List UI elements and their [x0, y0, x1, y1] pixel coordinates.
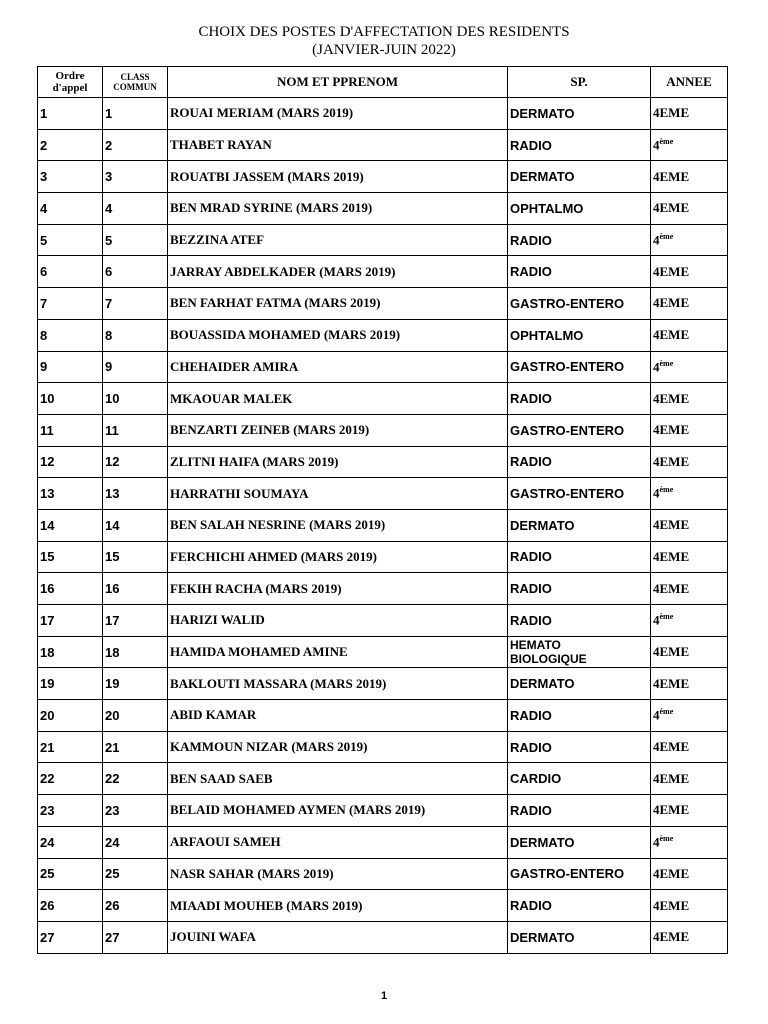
table-body — [38, 98, 728, 954]
header-class-line2: COMMUN — [113, 82, 157, 92]
ordre-cell: 2 — [38, 129, 103, 161]
table-row — [38, 319, 728, 351]
ordre-cell: 6 — [38, 256, 103, 288]
class-cell: 18 — [103, 636, 168, 668]
name-cell: ROUATBI JASSEM (MARS 2019) — [168, 161, 508, 193]
name-cell: BEN SAAD SAEB — [168, 763, 508, 795]
ordre-cell: 13 — [38, 478, 103, 510]
ordre-cell: 24 — [38, 826, 103, 858]
specialty-cell: OPHTALMO — [508, 319, 651, 351]
year-cell — [651, 605, 728, 637]
ordre-cell: 1 — [38, 98, 103, 130]
name-cell: BENZARTI ZEINEB (MARS 2019) — [168, 414, 508, 446]
year-value: 4 — [653, 707, 660, 723]
ordre-cell: 3 — [38, 161, 103, 193]
name-cell: FEKIH RACHA (MARS 2019) — [168, 573, 508, 605]
year-suffix: ème — [659, 231, 674, 241]
table-row — [38, 921, 728, 953]
class-cell: 21 — [103, 731, 168, 763]
year-cell: 4EME — [651, 858, 728, 890]
specialty-cell: RADIO — [508, 446, 651, 478]
year-suffix: ème — [659, 358, 674, 368]
class-cell: 9 — [103, 351, 168, 383]
table-row — [38, 890, 728, 922]
name-cell: HARRATHI SOUMAYA — [168, 478, 508, 510]
specialty-line-1: HEMATO — [510, 638, 561, 653]
name-cell: THABET RAYAN — [168, 129, 508, 161]
ordre-cell: 26 — [38, 890, 103, 922]
ordre-cell: 12 — [38, 446, 103, 478]
class-cell: 10 — [103, 383, 168, 415]
document-subtitle: (JANVIER-JUIN 2022) — [312, 42, 456, 58]
specialty-cell: DERMATO — [508, 921, 651, 953]
table-row — [38, 509, 728, 541]
table-row — [38, 478, 728, 510]
name-cell: BAKLOUTI MASSARA (MARS 2019) — [168, 668, 508, 700]
specialty-cell: RADIO — [508, 256, 651, 288]
table-row — [38, 383, 728, 415]
table-row — [38, 636, 728, 668]
page-number: 1 — [380, 990, 388, 1002]
table-row — [38, 700, 728, 732]
table-row — [38, 858, 728, 890]
ordre-cell: 19 — [38, 668, 103, 700]
table-row — [38, 763, 728, 795]
table-row — [38, 605, 728, 637]
table-row — [38, 98, 728, 130]
ordre-cell: 18 — [38, 636, 103, 668]
class-cell: 23 — [103, 795, 168, 827]
table-row — [38, 826, 728, 858]
year-cell — [651, 351, 728, 383]
year-cell: 4EME — [651, 414, 728, 446]
class-cell: 6 — [103, 256, 168, 288]
name-cell: BEN MRAD SYRINE (MARS 2019) — [168, 193, 508, 225]
year-cell: 4EME — [651, 98, 728, 130]
year-suffix: ème — [659, 833, 674, 843]
specialty-cell: RADIO — [508, 129, 651, 161]
class-cell: 16 — [103, 573, 168, 605]
name-cell: ABID KAMAR — [168, 700, 508, 732]
year-cell: 4EME — [651, 668, 728, 700]
name-cell: ZLITNI HAIFA (MARS 2019) — [168, 446, 508, 478]
ordre-cell: 8 — [38, 319, 103, 351]
specialty-cell: CARDIO — [508, 763, 651, 795]
table-row — [38, 193, 728, 225]
specialty-cell: RADIO — [508, 700, 651, 732]
year-cell: 4EME — [651, 509, 728, 541]
class-cell: 5 — [103, 224, 168, 256]
specialty-cell — [508, 636, 651, 668]
name-cell: KAMMOUN NIZAR (MARS 2019) — [168, 731, 508, 763]
year-value: 4 — [653, 612, 660, 628]
year-cell — [651, 478, 728, 510]
table-row — [38, 446, 728, 478]
class-cell: 20 — [103, 700, 168, 732]
year-value: 4 — [653, 485, 660, 501]
name-cell: CHEHAIDER AMIRA — [168, 351, 508, 383]
year-cell — [651, 700, 728, 732]
ordre-cell: 11 — [38, 414, 103, 446]
specialty-cell: DERMATO — [508, 509, 651, 541]
specialty-cell: RADIO — [508, 541, 651, 573]
class-cell: 15 — [103, 541, 168, 573]
ordre-cell: 7 — [38, 288, 103, 320]
specialty-cell: RADIO — [508, 795, 651, 827]
ordre-cell: 23 — [38, 795, 103, 827]
year-cell: 4EME — [651, 446, 728, 478]
year-cell: 4EME — [651, 763, 728, 795]
name-cell: NASR SAHAR (MARS 2019) — [168, 858, 508, 890]
class-cell: 17 — [103, 605, 168, 637]
specialty-cell: GASTRO-ENTERO — [508, 858, 651, 890]
year-cell — [651, 224, 728, 256]
specialty-cell: DERMATO — [508, 161, 651, 193]
name-cell: BEN SALAH NESRINE (MARS 2019) — [168, 509, 508, 541]
assignment-table — [37, 66, 728, 954]
year-cell: 4EME — [651, 795, 728, 827]
class-cell: 22 — [103, 763, 168, 795]
class-cell: 7 — [103, 288, 168, 320]
class-cell: 8 — [103, 319, 168, 351]
class-cell: 1 — [103, 98, 168, 130]
class-cell: 26 — [103, 890, 168, 922]
ordre-cell: 9 — [38, 351, 103, 383]
specialty-cell: RADIO — [508, 383, 651, 415]
specialty-cell: GASTRO-ENTERO — [508, 478, 651, 510]
year-cell: 4EME — [651, 731, 728, 763]
table-row — [38, 129, 728, 161]
name-cell: FERCHICHI AHMED (MARS 2019) — [168, 541, 508, 573]
name-cell: JARRAY ABDELKADER (MARS 2019) — [168, 256, 508, 288]
year-cell — [651, 129, 728, 161]
year-cell: 4EME — [651, 890, 728, 922]
ordre-cell: 22 — [38, 763, 103, 795]
specialty-cell: GASTRO-ENTERO — [508, 351, 651, 383]
document-title: CHOIX DES POSTES D'AFFECTATION DES RESIDENTS — [198, 24, 570, 40]
ordre-cell: 5 — [38, 224, 103, 256]
year-suffix: ème — [659, 485, 674, 495]
header-ordre-line1: Ordre — [55, 70, 85, 82]
year-value: 4 — [653, 834, 660, 850]
year-value: 4 — [653, 137, 660, 153]
year-cell — [651, 826, 728, 858]
header-ordre-line2: d'appel — [52, 82, 88, 94]
name-cell: ROUAI MERIAM (MARS 2019) — [168, 98, 508, 130]
class-cell: 24 — [103, 826, 168, 858]
ordre-cell: 14 — [38, 509, 103, 541]
ordre-cell: 10 — [38, 383, 103, 415]
year-cell: 4EME — [651, 636, 728, 668]
year-cell: 4EME — [651, 319, 728, 351]
specialty-cell: DERMATO — [508, 668, 651, 700]
year-suffix: ème — [659, 612, 674, 622]
table-row — [38, 668, 728, 700]
class-cell: 13 — [103, 478, 168, 510]
name-cell: ARFAOUI SAMEH — [168, 826, 508, 858]
table-row — [38, 731, 728, 763]
table-row — [38, 541, 728, 573]
year-cell: 4EME — [651, 541, 728, 573]
name-cell: BELAID MOHAMED AYMEN (MARS 2019) — [168, 795, 508, 827]
class-cell: 3 — [103, 161, 168, 193]
specialty-cell: RADIO — [508, 890, 651, 922]
year-cell: 4EME — [651, 921, 728, 953]
header-nom: NOM ET PPRENOM — [168, 67, 508, 98]
header-sp: SP. — [508, 67, 651, 98]
specialty-cell: GASTRO-ENTERO — [508, 414, 651, 446]
class-cell: 14 — [103, 509, 168, 541]
name-cell: MIAADI MOUHEB (MARS 2019) — [168, 890, 508, 922]
table-header — [38, 67, 728, 98]
specialty-cell: RADIO — [508, 573, 651, 605]
class-cell: 11 — [103, 414, 168, 446]
name-cell: HAMIDA MOHAMED AMINE — [168, 636, 508, 668]
name-cell: MKAOUAR MALEK — [168, 383, 508, 415]
year-suffix: ème — [659, 136, 674, 146]
table-row — [38, 414, 728, 446]
header-class — [103, 67, 168, 98]
name-cell: BEN FARHAT FATMA (MARS 2019) — [168, 288, 508, 320]
ordre-cell: 4 — [38, 193, 103, 225]
table-row — [38, 256, 728, 288]
ordre-cell: 27 — [38, 921, 103, 953]
class-cell: 2 — [103, 129, 168, 161]
name-cell: BEZZINA ATEF — [168, 224, 508, 256]
year-suffix: ème — [659, 707, 674, 717]
year-cell: 4EME — [651, 193, 728, 225]
table-row — [38, 224, 728, 256]
table-row — [38, 573, 728, 605]
class-cell: 27 — [103, 921, 168, 953]
class-cell: 12 — [103, 446, 168, 478]
name-cell: BOUASSIDA MOHAMED (MARS 2019) — [168, 319, 508, 351]
header-row — [38, 67, 728, 98]
class-cell: 4 — [103, 193, 168, 225]
year-cell: 4EME — [651, 288, 728, 320]
header-annee: ANNEE — [651, 67, 728, 98]
year-value: 4 — [653, 232, 660, 248]
specialty-cell: DERMATO — [508, 826, 651, 858]
specialty-cell: RADIO — [508, 224, 651, 256]
specialty-line-2: BIOLOGIQUE — [510, 652, 587, 667]
ordre-cell: 15 — [38, 541, 103, 573]
ordre-cell: 16 — [38, 573, 103, 605]
name-cell: HARIZI WALID — [168, 605, 508, 637]
specialty-cell: DERMATO — [508, 98, 651, 130]
ordre-cell: 21 — [38, 731, 103, 763]
specialty-cell: RADIO — [508, 605, 651, 637]
table-row — [38, 161, 728, 193]
header-class-line1: CLASS — [120, 72, 150, 82]
class-cell: 25 — [103, 858, 168, 890]
specialty-cell: RADIO — [508, 731, 651, 763]
specialty-cell: GASTRO-ENTERO — [508, 288, 651, 320]
ordre-cell: 25 — [38, 858, 103, 890]
ordre-cell: 20 — [38, 700, 103, 732]
year-cell: 4EME — [651, 161, 728, 193]
table-row — [38, 288, 728, 320]
year-value: 4 — [653, 359, 660, 374]
table-row — [38, 351, 728, 383]
year-cell: 4EME — [651, 383, 728, 415]
header-ordre — [38, 67, 103, 98]
name-cell: JOUINI WAFA — [168, 921, 508, 953]
year-cell: 4EME — [651, 256, 728, 288]
ordre-cell: 17 — [38, 605, 103, 637]
table-row — [38, 795, 728, 827]
year-cell: 4EME — [651, 573, 728, 605]
specialty-cell: OPHTALMO — [508, 193, 651, 225]
class-cell: 19 — [103, 668, 168, 700]
